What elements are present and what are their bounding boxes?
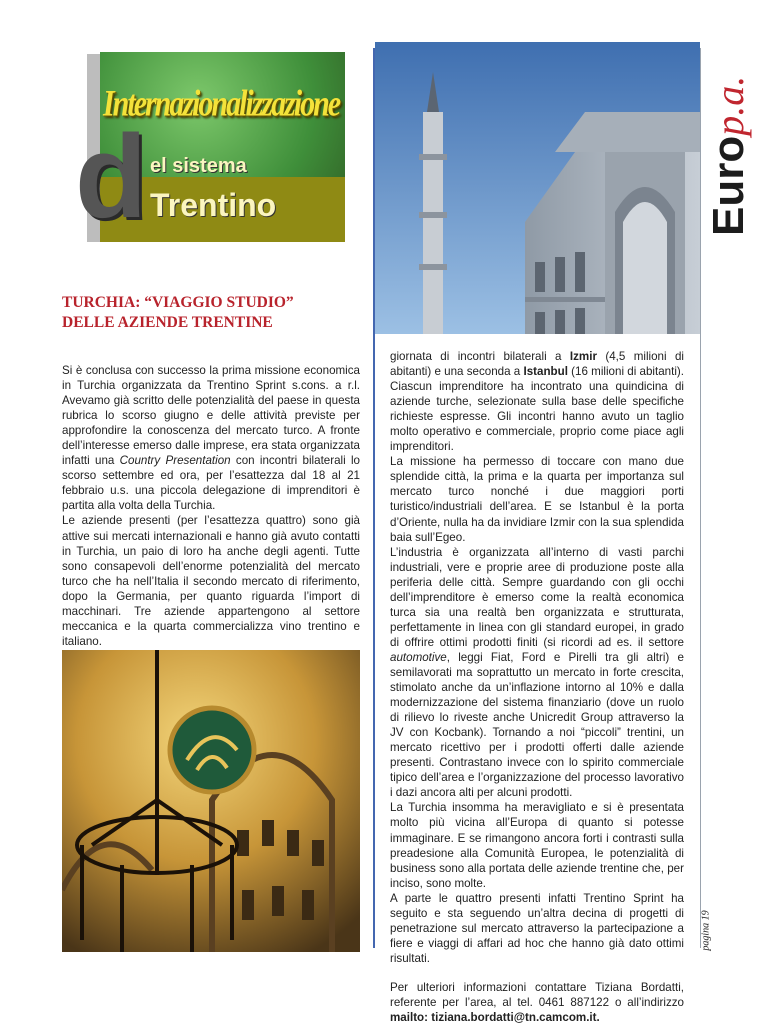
brand-accent: p.a. [707, 75, 752, 136]
banner-title: Internazionalizzazione [103, 82, 340, 124]
article-right-column [390, 349, 684, 1025]
section-banner [75, 42, 345, 242]
article-headline [62, 293, 362, 333]
mosque-photo [375, 42, 700, 334]
city-istanbul: Istanbul [523, 365, 568, 379]
emphasis-run: automotive [390, 650, 447, 664]
article-left-column [62, 363, 360, 664]
brand-main: Euro [704, 135, 753, 236]
right-paragraph-2: La missione ha permesso di toccare con mano due splendide città, la prima e la quarta per importanza sul mercato turco nonché i due maggiori porti turistico/industriali dell’area. E se Istanbul è la porta d’Oriente, nulla ha da invidiare Izmir con la sua splendida baia sull’Egeo. [390, 455, 684, 544]
margin-rule [700, 48, 701, 948]
left-paragraph-2: Le aziende presenti (per l’esattezza quattro) sono già attive sui mercati internazionali e hanno già avuto contatti in Turchia, un paio di loro ha anche degli agenti. Tutte sono consapevoli dell’enorme potenzialità del mercato turco che ha nell’Italia il secondo mercato di riferimento, dopo la Germania, per quanto riguarda l’import di macchinari. Tre aziende appartengono al settore meccanica e la quarta commercializza vino trentino e italiano. [62, 514, 360, 648]
brand-wordmark [703, 41, 756, 236]
page-number: pagina 19 [700, 910, 712, 951]
right-paragraph-3 [390, 545, 684, 801]
banner-subtitle-line2: Trentino [150, 187, 277, 223]
banner-initial: d [75, 111, 148, 243]
left-paragraph-1 [62, 363, 360, 513]
text-run: L’industria è organizzata all’interno di vasti parchi industriali, vere e proprie aree di produzione poste alla periferia delle città. Sempre guardando con gli occhi dell’imprenditore è emerso come la realtà economica turca sia una realtà ben organizzata e strutturata, perfettamente in linea con gli standard europei, in grado di offrire ottimi prodotti finiti (si ricordi ad es. il settore [390, 545, 684, 649]
headline-line1: TURCHIA: “VIAGGIO STUDIO” [62, 294, 294, 311]
text-run: Si è conclusa con successo la prima missione economica in Turchia organizzata da Trentino Sprint s.cons. a r.l. Avevamo già scritto delle potenzialità del paese in questa rubrica lo scorso giugno e delle attività previste per approfondire la conoscenza del mercato turco. A fronte dell’interesse emerso dalle imprese, era stata organizzata infatti una [62, 364, 360, 468]
right-paragraph-5: A parte le quattro presenti infatti Trentino Sprint ha seguito e sta seguendo un’altra decina di progetti di penetrazione sul mercato attraverso la partecipazione a fiere e viaggi di affari ad hoc che hanno già dato ottimi risultati. [390, 891, 684, 965]
mosque-illustration [375, 42, 700, 334]
contact-email-link[interactable]: tiziana.bordatti@tn.camcom.it. [431, 1011, 600, 1025]
text-run: , leggi Fiat, Ford e Pirelli tra gli altri) e semilavorati ma soprattutto un mercato in forte crescita, stimolato anche da un’inflazione intorno al 10% e dalla modernizzazione del sistema finanziario (dove un ruolo di rilievo lo riveste anche Unicredit Group attraverso la JV con Kocbank). Tornando a noi “piccoli” trentini, un mercato ricettivo per i prodotti offerti dalle aziende presenti. Contrastano invece con lo spirito commerciale tipico dell’area e l’organizzazione del processo lavorativo i dazi ancora alti per alcuni prodotti. [390, 650, 684, 800]
banner-subtitle-line1: el sistema [150, 155, 247, 177]
emphasis-run: Country Presentation [119, 454, 231, 468]
text-run: Per ulteriori informazioni contattare Tiziana Bordatti, referente per l’area, al tel. 0461 887122 o all’indirizzo [390, 980, 684, 1009]
interior-illustration [62, 650, 360, 952]
hagia-sophia-photo [62, 650, 360, 952]
column-divider-rule [373, 48, 375, 948]
text-run: (16 milioni di abitanti). Ciascun imprenditore ha incontrato una quindicina di aziende turche, selezionate sulla base delle specifiche richieste espresse. Gli incontri hanno avuto un taglio molto operativo e commerciale, proprio come piace agli imprenditori. [390, 365, 684, 454]
headline-line2: DELLE AZIENDE TRENTINE [62, 314, 273, 331]
text-run: (4,5 milioni di abitanti) e una seconda a [390, 350, 684, 379]
text-run: giornata di incontri bilaterali a [390, 350, 570, 363]
mailto-label: mailto: [390, 1011, 429, 1025]
right-paragraph-1 [390, 349, 684, 454]
right-paragraph-4: La Turchia insomma ha meravigliato e si è presentata molto più vicina all’Europa di quanto si potesse immaginare. E se rimangono ancora forti i contrasti sulla preadesione alla Comunità Europea, le potenzialità di business sono alla portata delle aziende trentine che, per inciso, sono molte. [390, 801, 684, 890]
city-izmir: Izmir [569, 350, 597, 363]
text-run: con incontri bilaterali lo scorso settembre ed ora, per l’esattezza dal 18 al 21 febbraio u.s. una piccola delegazione di imprenditori è partita alla volta della Turchia. [62, 454, 361, 513]
brand-logo [700, 42, 758, 237]
contact-paragraph [390, 980, 684, 1025]
